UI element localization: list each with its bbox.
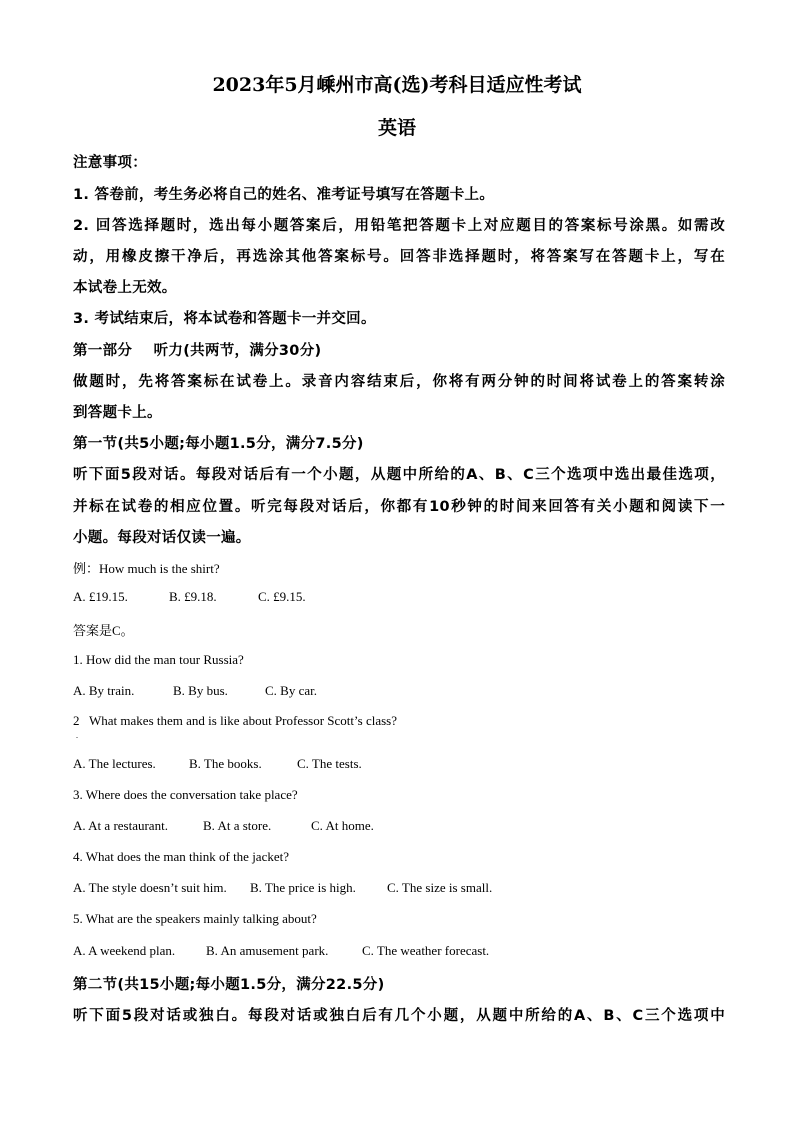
q5-option-b: B. An amusement park.: [206, 943, 329, 958]
example-option-b: B. £9.18.: [169, 589, 217, 604]
question-2: 2 What makes them and is like about Professor Scott’s class?: [73, 713, 397, 728]
q5-option-a: A. A weekend plan.: [73, 943, 176, 958]
q4-option-c: C. The size is small.: [387, 880, 493, 895]
notes-item-2-line-1: 2. 回答选择题时，选出每小题答案后，用铅笔把答题卡上对应题目的答案标号涂黑。如需改: [73, 218, 725, 234]
question-3: 3. Where does the conversation take place?: [73, 787, 298, 802]
q2-option-a: A. The lectures.: [73, 756, 156, 771]
question-1-options: [73, 683, 317, 699]
q1-option-a: A. By train.: [73, 683, 135, 698]
section1-intro-line-1: 听下面5段对话。每段对话后有一个小题，从题中所给的A、B、C三个选项中选出最佳选项，: [73, 467, 725, 483]
exam-title: 2023年5月嵊州市高(选)考科目适应性考试: [212, 74, 582, 96]
q4-option-a: A. The style doesn’t suit him.: [73, 880, 227, 895]
question-5: 5. What are the speakers mainly talking about?: [73, 911, 317, 926]
q5-option-c: C. The weather forecast.: [362, 943, 490, 958]
question-1: 1. How did the man tour Russia?: [73, 652, 244, 667]
part1-intro-line-1: 做题时，先将答案标在试卷上。录音内容结束后，你将有两分钟的时间将试卷上的答案转涂: [73, 374, 725, 390]
notes-item-1: 1. 答卷前，考生务必将自己的姓名、准考证号填写在答题卡上。: [73, 187, 495, 203]
section1-intro-line-2: 并标在试卷的相应位置。听完每段对话后，你都有10秒钟的时间来回答有关小题和阅读下一: [73, 499, 725, 515]
q3-option-c: C. At home.: [311, 818, 374, 833]
q2-option-c: C. The tests.: [297, 756, 362, 771]
section2-intro-line-1: 听下面5段对话或独白。每段对话或独白后有几个小题，从题中所给的A、B、C三个选项中: [73, 1008, 725, 1024]
notes-item-2-line-2: 动，用橡皮擦干净后，再选涂其他答案标号。回答非选择题时，将答案写在答题卡上，写在: [73, 249, 725, 265]
example-options: [73, 589, 306, 605]
part1-heading: 第一部分 听力(共两节，满分30分): [73, 343, 322, 359]
q3-option-b: B. At a store.: [203, 818, 272, 833]
question-4: 4. What does the man think of the jacket?: [73, 849, 289, 864]
part1-intro-line-2: 到答题卡上。: [73, 405, 162, 421]
question-2-dot: .: [76, 731, 78, 740]
exam-subject: 英语: [377, 117, 416, 139]
question-3-options: [73, 818, 374, 834]
q1-option-b: B. By bus.: [173, 683, 228, 698]
section1-heading: 第一节(共5小题;每小题1.5分，满分7.5分): [73, 436, 364, 452]
notes-item-3: 3. 考试结束后，将本试卷和答题卡一并交回。: [73, 311, 376, 327]
example-option-a: A. £19.15.: [73, 589, 128, 604]
q3-option-a: A. At a restaurant.: [73, 818, 168, 833]
section1-intro-line-3: 小题。每段对话仅读一遍。: [73, 530, 251, 546]
section2-heading: 第二节(共15小题;每小题1.5分，满分22.5分): [73, 977, 385, 993]
q4-option-b: B. The price is high.: [250, 880, 356, 895]
example-option-c: C. £9.15.: [258, 589, 306, 604]
notes-item-2-line-3: 本试卷上无效。: [73, 280, 177, 296]
question-5-options: [73, 943, 489, 959]
question-2-options: [73, 756, 362, 772]
q1-option-c: C. By car.: [265, 683, 317, 698]
q2-option-b: B. The books.: [189, 756, 262, 771]
example-question: 例：How much is the shirt?: [73, 561, 220, 576]
notes-heading: 注意事项：: [73, 155, 147, 171]
question-4-options: [73, 880, 492, 896]
example-answer: 答案是C。: [73, 623, 134, 638]
